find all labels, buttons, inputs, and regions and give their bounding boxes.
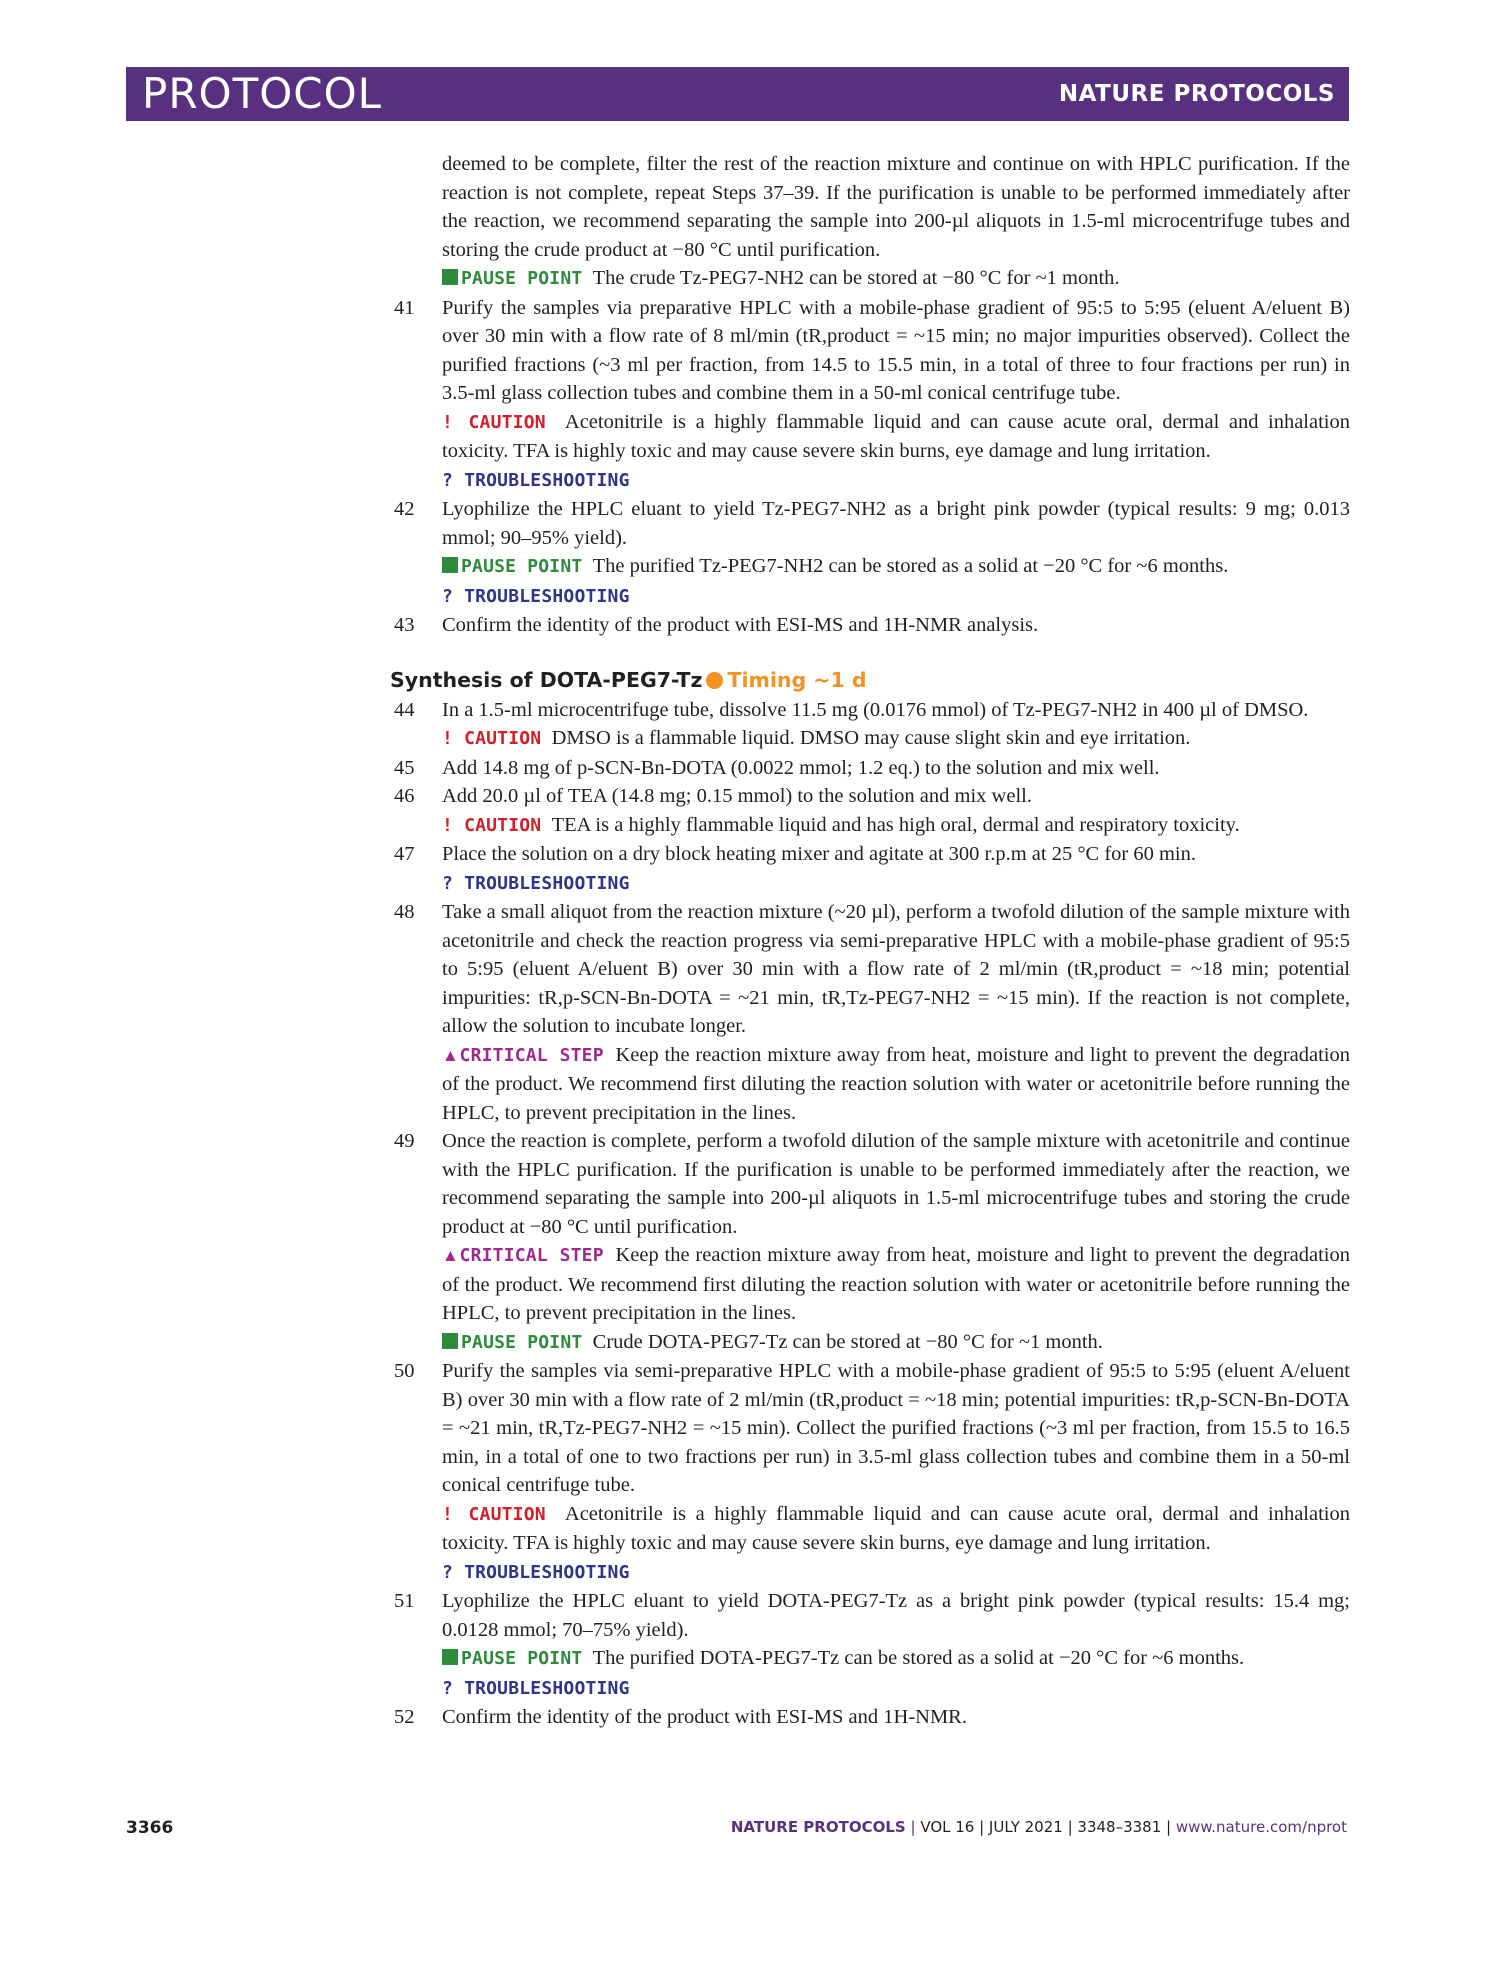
troubleshooting-link[interactable]: [390, 869, 1350, 899]
troubleshooting-label[interactable]: ? TROUBLESHOOTING: [442, 585, 630, 607]
step-number: 49: [394, 1130, 415, 1152]
step-number: 43: [394, 614, 415, 636]
pause-point-note: [390, 1644, 1350, 1674]
page-number: 3366: [126, 1818, 174, 1838]
troubleshooting-label[interactable]: ? TROUBLESHOOTING: [442, 469, 630, 491]
critical-step-text: Keep the reaction mixture away from heat, moisture and light to prevent the degradation of the product. We recommend first diluting the reaction solution with water or acetonitrile before running the HPLC, to prevent precipitation in the lines.: [442, 1043, 1350, 1124]
step-number: 48: [394, 901, 415, 923]
step-text: Place the solution on a dry block heating mixer and agitate at 300 r.p.m at 25 °C for 60 min.: [442, 843, 1197, 865]
troubleshooting-label[interactable]: ? TROUBLESHOOTING: [442, 872, 630, 894]
pause-point-label: PAUSE POINT: [461, 268, 583, 289]
step-42: [390, 495, 1350, 552]
step-number: 46: [394, 785, 415, 807]
step-49: [390, 1127, 1350, 1241]
caution-text: Acetonitrile is a highly flammable liquid and can cause acute oral, dermal and inhalation toxicity. TFA is highly toxic and may cause severe skin burns, eye damage and lung irritation.: [442, 1502, 1350, 1554]
pause-point-label: PAUSE POINT: [461, 1648, 583, 1669]
troubleshooting-label[interactable]: ? TROUBLESHOOTING: [442, 1677, 630, 1699]
step-text: Confirm the identity of the product with ESI-MS and 1H-NMR.: [442, 1706, 967, 1728]
pause-point-text: The purified DOTA-PEG7-Tz can be stored as a solid at −20 °C for ~6 months.: [592, 1647, 1245, 1669]
step-51: [390, 1587, 1350, 1644]
step-text: Add 20.0 µl of TEA (14.8 mg; 0.15 mmol) to the solution and mix well.: [442, 785, 1032, 807]
critical-step-note: [390, 1041, 1350, 1128]
timing-label: Timing: [727, 667, 807, 692]
section-title: Synthesis of DOTA-PEG7-Tz: [390, 667, 703, 692]
caution-label: ! CAUTION: [442, 411, 546, 433]
step-41: [390, 294, 1350, 408]
pause-point-label: PAUSE POINT: [461, 1331, 583, 1353]
step-46: [390, 782, 1350, 811]
header-banner: [126, 67, 1349, 121]
step-text: Once the reaction is complete, perform a twofold dilution of the sample mixture with acetonitrile and continue with the HPLC purification. If the purification is unable to be performed immediately after the reaction, we recommend separating the sample into 200-µl aliquots in 1.5-ml microcentrifuge tubes and storing the crude product at −80 °C until purification.: [442, 1130, 1350, 1238]
footer-journal: NATURE PROTOCOLS: [730, 1818, 906, 1836]
warning-triangle-icon: ▲: [442, 1246, 460, 1265]
step-text: Add 14.8 mg of p-SCN-Bn-DOTA (0.0022 mmol; 1.2 eq.) to the solution and mix well.: [442, 756, 1160, 779]
pause-square-icon: [442, 269, 458, 285]
step-text: Lyophilize the HPLC eluant to yield Tz-PEG7-NH2 as a bright pink powder (typical results: 9 mg; 0.013 mmol; 90–95% yield).: [442, 498, 1350, 549]
pause-square-icon: [442, 1333, 458, 1349]
caution-note: [390, 408, 1350, 466]
timing-clock-icon: [706, 672, 723, 689]
step-number: 52: [394, 1706, 415, 1728]
warning-triangle-icon: ▲: [442, 1045, 460, 1065]
pause-square-icon: [442, 557, 458, 573]
step-48: [390, 898, 1350, 1041]
footer-url-link[interactable]: www.nature.com/nprot: [1175, 1818, 1347, 1836]
step-text: Purify the samples via semi-preparative HPLC with a mobile-phase gradient of 95:5 to 5:95 (eluent A/eluent B) over 30 min with a flow rate of 2 ml/min (tR,product = ~18 min; potential impurities: tR,p-SCN-Bn-DOTA = ~21 min, tR,Tz-PEG7-NH2 = ~15 min). Collect the purified fractions (~3 ml per fraction, from 15.5 to 16.5 min, in a total of one to two fractions per run) in 3.5-ml glass collection tubes and combine them in a 50-ml conical centrifuge tube.: [442, 1360, 1350, 1496]
step-text: In a 1.5-ml microcentrifuge tube, dissolve 11.5 mg (0.0176 mmol) of Tz-PEG7-NH2 in 400 µl of DMSO.: [442, 698, 1309, 721]
critical-step-label: CRITICAL STEP: [459, 1044, 604, 1066]
step-number: 50: [394, 1360, 415, 1382]
pause-point-text: Crude DOTA-PEG7-Tz can be stored at −80 °C for ~1 month.: [592, 1330, 1103, 1353]
section-label: PROTOCOL: [142, 69, 383, 118]
step-number: 41: [394, 296, 415, 319]
caution-text: TEA is a highly flammable liquid and has high oral, dermal and respiratory toxicity.: [551, 813, 1240, 836]
pause-point-text: The crude Tz-PEG7-NH2 can be stored at −80 °C for ~1 month.: [592, 267, 1120, 289]
step-number: 44: [394, 698, 415, 721]
step-text: Confirm the identity of the product with ESI-MS and 1H-NMR analysis.: [442, 614, 1039, 636]
section-heading: [390, 666, 1350, 694]
intro-paragraph: deemed to be complete, filter the rest of the reaction mixture and continue on with HPLC purification. If the reaction is not complete, repeat Steps 37–39. If the purification is unable to be performed immediately after the reaction, we recommend separating the sample into 200-µl aliquots in 1.5-ml microcentrifuge tubes and storing the crude product at −80 °C until purification.: [442, 153, 1350, 261]
step-47: [390, 840, 1350, 869]
step-text: Purify the samples via preparative HPLC with a mobile-phase gradient of 95:5 to 5:95 (eluent A/eluent B) over 30 min with a flow rate of 8 ml/min (tR,product = ~15 min; no major impurities observed). Collect the purified fractions (~3 ml per fraction, from 14.5 to 15.5 min, in a total of three to four fractions per run) in 3.5-ml glass collection tubes and combine them in a 50-ml conical centrifuge tube.: [442, 296, 1350, 404]
timing-value: ~1 d: [813, 667, 867, 692]
caution-label: ! CAUTION: [442, 728, 542, 749]
pause-point-note: [390, 1328, 1350, 1358]
step-45: [390, 754, 1350, 783]
step-number: 42: [394, 498, 415, 520]
caution-text: Acetonitrile is a highly flammable liquid and can cause acute oral, dermal and inhalation toxicity. TFA is highly toxic and may cause severe skin burns, eye damage and lung irritation.: [442, 410, 1350, 462]
step-52: [390, 1703, 1350, 1732]
troubleshooting-link[interactable]: [390, 466, 1350, 496]
pause-point-label: PAUSE POINT: [461, 556, 583, 577]
step-44: [390, 696, 1350, 725]
journal-name: NATURE PROTOCOLS: [1058, 81, 1335, 107]
step-text: Take a small aliquot from the reaction mixture (~20 µl), perform a twofold dilution of the sample mixture with acetonitrile and check the reaction progress via semi-preparative HPLC with a mobile-phase gradient of 95:5 to 5:95 (eluent A/eluent B) over 30 min with a flow rate of 2 ml/min (tR,product = ~18 min; potential impurities: tR,p-SCN-Bn-DOTA = ~21 min, tR,Tz-PEG7-NH2 = ~15 min). If the reaction is not complete, allow the solution to incubate longer.: [442, 901, 1350, 1037]
step-number: 51: [394, 1590, 415, 1612]
pause-square-icon: [442, 1649, 458, 1665]
pause-point-note: [390, 552, 1350, 582]
critical-step-text: Keep the reaction mixture away from heat, moisture and light to prevent the degradation of the product. We recommend first diluting the reaction solution with water or acetonitrile before running the HPLC, to prevent precipitation in the lines.: [442, 1244, 1350, 1324]
critical-step-label: CRITICAL STEP: [459, 1245, 604, 1266]
footer-separator: |: [910, 1818, 916, 1836]
troubleshooting-label[interactable]: ? TROUBLESHOOTING: [442, 1561, 630, 1583]
caution-note: [390, 1500, 1350, 1558]
footer-volume: VOL 16 | JULY 2021 | 3348–3381 |: [920, 1818, 1172, 1836]
pause-point-text: The purified Tz-PEG7-NH2 can be stored as a solid at −20 °C for ~6 months.: [592, 555, 1229, 577]
step-number: 47: [394, 843, 415, 865]
critical-step-note: [390, 1241, 1350, 1328]
troubleshooting-link[interactable]: [390, 1674, 1350, 1704]
troubleshooting-link[interactable]: [390, 582, 1350, 612]
troubleshooting-link[interactable]: [390, 1558, 1350, 1588]
step-43: [390, 611, 1350, 640]
step-50: [390, 1357, 1350, 1500]
caution-label: ! CAUTION: [442, 814, 542, 836]
pause-point-note: [390, 264, 1350, 294]
step-number: 45: [394, 756, 415, 779]
caution-note: [390, 724, 1350, 754]
step-text: Lyophilize the HPLC eluant to yield DOTA-PEG7-Tz as a bright pink powder (typical results: 15.4 mg; 0.0128 mmol; 70–75% yield).: [442, 1590, 1350, 1641]
caution-label: ! CAUTION: [442, 1503, 546, 1525]
protocol-body: [390, 150, 1350, 1732]
caution-text: DMSO is a flammable liquid. DMSO may cause slight skin and eye irritation.: [551, 727, 1191, 749]
footer-citation: [731, 1818, 1347, 1836]
caution-note: [390, 811, 1350, 841]
